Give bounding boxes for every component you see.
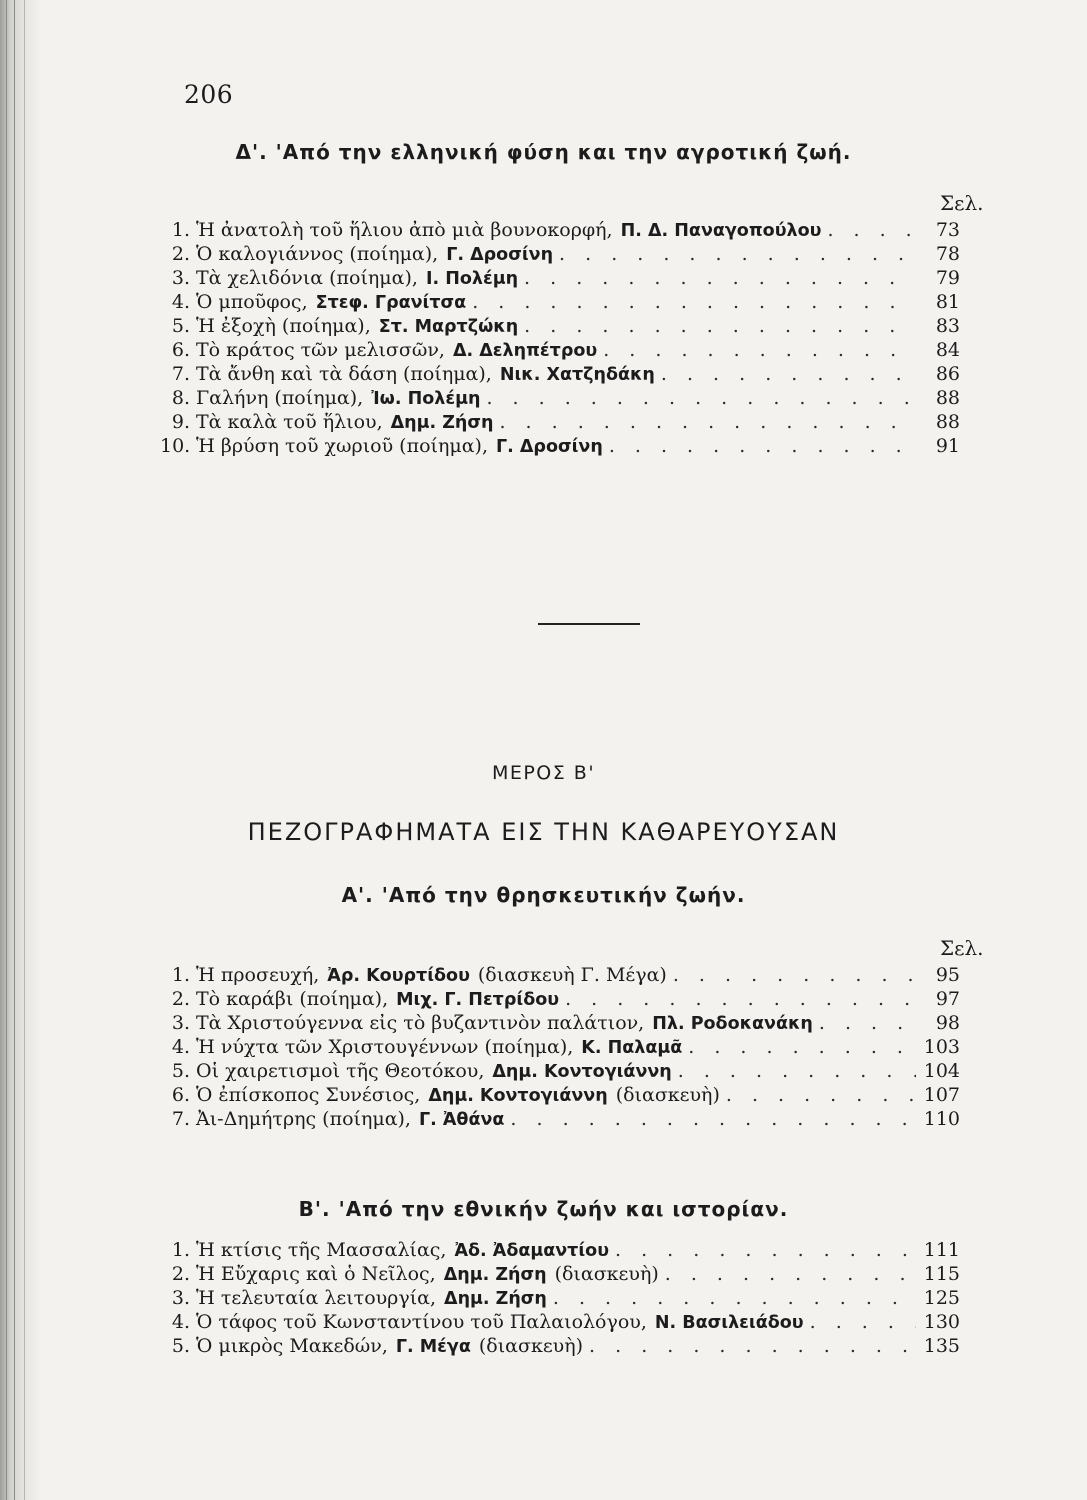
leader-dots [673, 963, 916, 987]
toc-list-alpha [160, 963, 960, 1131]
toc-entry-number: 3. [171, 267, 190, 289]
toc-entry-author: Δημ. Ζήση [444, 1289, 547, 1309]
toc-entry-number: 5. [171, 315, 190, 337]
toc-entry [160, 1059, 960, 1083]
toc-entry-number: 4. [171, 1311, 190, 1333]
toc-entry-title: Ἡ βρύση τοῦ χωριοῦ (ποίημα), [196, 435, 488, 457]
leader-dots [524, 266, 916, 290]
leader-dots [510, 1107, 916, 1131]
toc-entry [160, 266, 960, 290]
toc-entry-author: Ἀρ. Κουρτίδου [327, 966, 470, 986]
toc-entry-author: Στ. Μαρτζώκη [378, 317, 519, 337]
toc-entry [160, 1310, 960, 1334]
toc-entry-title: Ὁ τάφος τοῦ Κωνσταντίνου τοῦ Παλαιολόγου, [196, 1311, 647, 1333]
part-title: ΠΕΖΟΓΡΑΦΗΜΑΤΑ ΕΙΣ ΤΗΝ ΚΑΘΑΡΕΥΟΥΣΑΝ [247, 818, 840, 846]
page-column-label: Σελ. [940, 191, 984, 215]
leader-dots [603, 338, 916, 362]
toc-entry [160, 386, 960, 410]
toc-entry [160, 410, 960, 434]
leader-dots [688, 1035, 916, 1059]
leader-dots [819, 1011, 916, 1035]
toc-entry-title: Ὁ μποῦφος, [196, 291, 308, 313]
toc-entry-author: Γ. Δροσίνη [446, 245, 554, 265]
toc-entry-author: Ἀδ. Ἀδαμαντίου [454, 1241, 610, 1261]
toc-entry-page: 79 [935, 267, 960, 289]
leader-dots [524, 314, 916, 338]
leader-dots [609, 434, 916, 458]
page-number: 206 [184, 80, 234, 109]
toc-entry-note: (διασκευὴ Γ. Μέγα) [477, 964, 667, 986]
toc-entry [160, 362, 960, 386]
section-divider [538, 623, 640, 625]
toc-entry-author: Π. Δ. Παναγοπούλου [620, 221, 822, 241]
toc-entry-page: 103 [923, 1036, 960, 1058]
toc-entry-page: 95 [935, 964, 960, 986]
toc-entry [160, 338, 960, 362]
toc-entry [160, 1286, 960, 1310]
toc-entry-number: 8. [171, 387, 190, 409]
toc-entry-page: 81 [935, 291, 960, 313]
toc-entry-title: Ἡ τελευταία λειτουργία, [196, 1287, 437, 1309]
toc-entry-number: 1. [171, 1239, 190, 1261]
toc-entry-page: 88 [935, 411, 960, 433]
toc-entry-page: 110 [923, 1108, 960, 1130]
toc-entry-author: Μιχ. Γ. Πετρίδου [396, 990, 560, 1010]
toc-entry-number: 4. [171, 1036, 190, 1058]
toc-entry-number: 10. [160, 435, 191, 457]
toc-entry-page: 98 [935, 1012, 960, 1034]
toc-entry [160, 963, 960, 987]
toc-entry-page: 115 [923, 1263, 960, 1285]
section-heading-beta: Β'. 'Από την εθνικήν ζωήν και ιστορίαν. [298, 1197, 789, 1221]
toc-entry-page: 73 [935, 219, 960, 241]
toc-entry-title: Τὸ καράβι (ποίημα), [196, 988, 389, 1010]
leader-dots [665, 1262, 916, 1286]
toc-entry-number: 5. [171, 1060, 190, 1082]
toc-entry-number: 6. [171, 1084, 190, 1106]
toc-entry-author: Νικ. Χατζηδάκη [499, 365, 655, 385]
toc-entry-author: Δημ. Κοντογιάννη [492, 1062, 672, 1082]
toc-list-delta [160, 218, 960, 458]
toc-entry-author: Στεφ. Γρανίτσα [315, 293, 467, 313]
leader-dots [678, 1059, 916, 1083]
toc-entry-author: Δημ. Κοντογιάννη [428, 1086, 608, 1106]
toc-entry-title: Ἡ προσευχή, [196, 964, 320, 986]
toc-entry [160, 987, 960, 1011]
toc-entry-title: Ἀι-Δημήτρης (ποίημα), [196, 1108, 411, 1130]
leader-dots [486, 386, 916, 410]
toc-entry-number: 7. [171, 1108, 190, 1130]
toc-entry-page: 78 [935, 243, 960, 265]
toc-entry-number: 9. [171, 411, 190, 433]
toc-entry-page: 97 [935, 988, 960, 1010]
leader-dots [559, 242, 916, 266]
leader-dots [553, 1286, 916, 1310]
leader-dots [565, 987, 916, 1011]
leader-dots [827, 218, 916, 242]
toc-entry-author: Ν. Βασιλειάδου [654, 1313, 804, 1333]
toc-entry-page: 104 [923, 1060, 960, 1082]
toc-entry [160, 1083, 960, 1107]
toc-entry-note: (διασκευὴ) [554, 1263, 659, 1285]
toc-entry [160, 218, 960, 242]
toc-entry-title: Τὰ καλὰ τοῦ ἥλιου, [196, 411, 383, 433]
toc-entry-author: Δημ. Ζήση [390, 413, 494, 433]
leader-dots [499, 410, 916, 434]
toc-entry-author: Γ. Ἀθάνα [418, 1110, 505, 1130]
toc-entry-author: Ἰω. Πολέμη [371, 389, 481, 409]
spine-edge-line [24, 0, 25, 1500]
section-heading-delta: Δ'. 'Από την ελληνική φύση και την αγροτική ζωή. [235, 140, 852, 164]
toc-entry [160, 1238, 960, 1262]
toc-entry [160, 290, 960, 314]
toc-entry-title: Τὰ Χριστούγεννα εἰς τὸ βυζαντινὸν παλάτιον, [196, 1012, 645, 1034]
toc-entry [160, 1334, 960, 1358]
toc-entry-number: 3. [171, 1012, 190, 1034]
toc-entry-title: Τὸ κράτος τῶν μελισσῶν, [196, 339, 445, 361]
toc-entry-number: 6. [171, 339, 190, 361]
toc-entry-number: 2. [171, 243, 190, 265]
page-column-label: Σελ. [940, 936, 984, 960]
leader-dots [726, 1083, 916, 1107]
toc-entry-page: 135 [923, 1335, 960, 1357]
toc-entry [160, 1035, 960, 1059]
toc-entry-title: Ὁ ἐπίσκοπος Συνέσιος, [196, 1084, 421, 1106]
toc-entry-number: 7. [171, 363, 190, 385]
section-heading-alpha: Α'. 'Από την θρησκευτικήν ζωήν. [341, 883, 746, 907]
toc-entry-page: 107 [923, 1084, 960, 1106]
toc-entry-title: Οἱ χαιρετισμοὶ τῆς Θεοτόκου, [196, 1060, 485, 1082]
toc-entry-author: Δ. Δεληπέτρου [452, 341, 598, 361]
toc-entry-title: Ὁ μικρὸς Μακεδών, [196, 1335, 388, 1357]
toc-entry-number: 2. [171, 988, 190, 1010]
toc-entry-author: Δημ. Ζήση [443, 1265, 547, 1285]
toc-entry-page: 88 [935, 387, 960, 409]
toc-entry-number: 5. [171, 1335, 190, 1357]
toc-entry-title: Ἡ κτίσις τῆς Μασσαλίας, [196, 1239, 447, 1261]
toc-entry-number: 3. [171, 1287, 190, 1309]
toc-entry-title: Ὁ καλογιάννος (ποίημα), [196, 243, 439, 265]
toc-entry-title: Ἡ ἀνατολὴ τοῦ ἥλιου ἀπὸ μιὰ βουνοκορφή, [196, 219, 613, 241]
toc-list-beta [160, 1238, 960, 1358]
toc-entry-page: 130 [923, 1311, 960, 1333]
toc-entry [160, 1011, 960, 1035]
toc-entry-page: 125 [923, 1287, 960, 1309]
spine-edge-line [14, 0, 15, 1500]
toc-entry-page: 111 [923, 1239, 960, 1261]
toc-entry-author: Κ. Παλαμᾶ [581, 1038, 683, 1058]
toc-entry-title: Τὰ χελιδόνια (ποίημα), [196, 267, 418, 289]
toc-entry-page: 84 [935, 339, 960, 361]
toc-entry-page: 86 [935, 363, 960, 385]
leader-dots [615, 1238, 916, 1262]
toc-entry [160, 1107, 960, 1131]
toc-entry-title: Ἡ ἐξοχὴ (ποίημα), [196, 315, 371, 337]
toc-entry-note: (διασκευὴ) [478, 1335, 584, 1357]
toc-entry-title: Τὰ ἄνθη καὶ τὰ δάση (ποίημα), [196, 363, 492, 385]
toc-entry [160, 1262, 960, 1286]
toc-entry-author: Γ. Δροσίνη [496, 437, 603, 457]
spine-edge-line [6, 0, 7, 1500]
toc-entry-author: Πλ. Ροδοκανάκη [652, 1014, 813, 1034]
toc-entry [160, 434, 960, 458]
toc-entry [160, 242, 960, 266]
toc-entry-page: 83 [935, 315, 960, 337]
toc-entry-title: Ἡ Εὔχαρις καὶ ὁ Νεῖλος, [196, 1263, 436, 1285]
leader-dots [589, 1334, 916, 1358]
toc-entry-note: (διασκευὴ) [615, 1084, 720, 1106]
toc-entry-title: Γαλήνη (ποίημα), [196, 387, 364, 409]
toc-entry-title: Ἡ νύχτα τῶν Χριστουγέννων (ποίημα), [196, 1036, 574, 1058]
leader-dots [661, 362, 916, 386]
toc-entry-page: 91 [935, 435, 960, 457]
toc-entry-author: Ι. Πολέμη [425, 269, 519, 289]
toc-entry-number: 1. [171, 219, 190, 241]
toc-entry-author: Γ. Μέγα [395, 1337, 471, 1357]
part-label: ΜΕΡΟΣ Β' [491, 762, 596, 784]
toc-entry-number: 1. [171, 964, 190, 986]
leader-dots [472, 290, 916, 314]
toc-entry [160, 314, 960, 338]
leader-dots [810, 1310, 916, 1334]
toc-entry-number: 2. [171, 1263, 190, 1285]
toc-entry-number: 4. [171, 291, 190, 313]
